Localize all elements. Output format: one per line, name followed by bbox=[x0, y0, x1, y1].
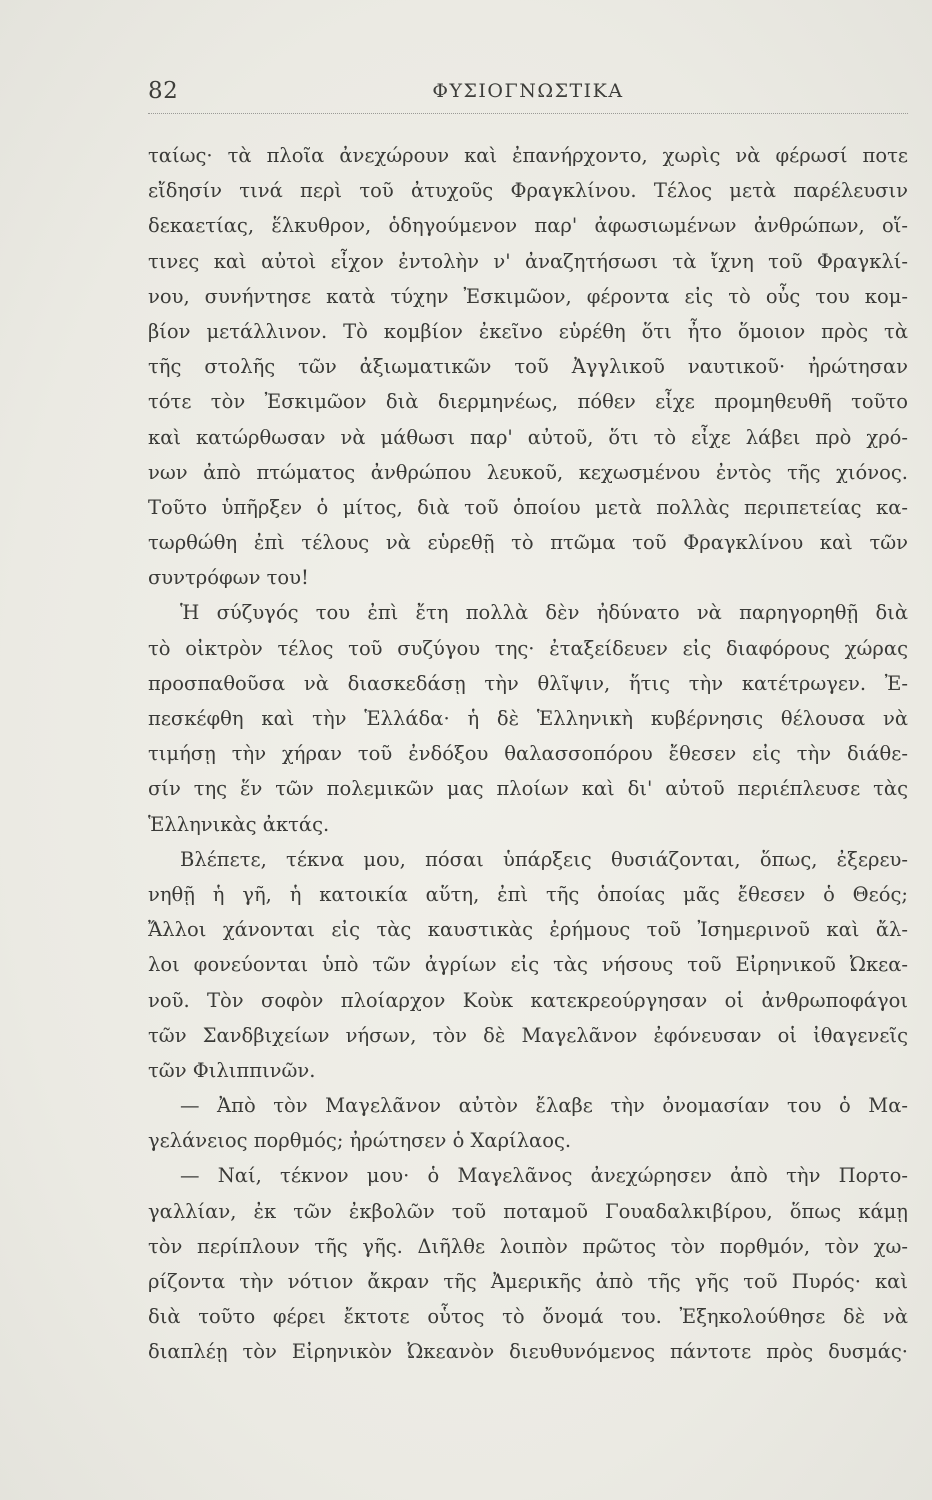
text-line: τῶν Φιλιππινῶν. bbox=[148, 1058, 316, 1082]
text-line: βίον μετάλλινον. Τὸ κομβίον ἐκεῖνο εὑρέθη ὅτι ἦτο ὅμοιον πρὸς τὰ bbox=[148, 319, 908, 343]
text-line: νου, συνήντησε κατὰ τύχην Ἐσκιμῶον, φέροντα εἰς τὸ οὖς του κομ- bbox=[148, 284, 908, 308]
page-number: 82 bbox=[148, 78, 179, 104]
text-line: τιμήσῃ τὴν χήραν τοῦ ἐνδόξου θαλασσοπόρου ἔθεσεν εἰς τὴν διάθε- bbox=[148, 742, 908, 766]
text-line: σίν της ἕν τῶν πολεμικῶν μας πλοίων καὶ δι' αὐτοῦ περιέπλευσε τὰς bbox=[148, 777, 908, 801]
text-line: συντρόφων του! bbox=[148, 566, 309, 590]
text-line: καὶ κατώρθωσαν νὰ μάθωσι παρ' αὐτοῦ, ὅτι τὸ εἶχε λάβει πρὸ χρό- bbox=[148, 425, 908, 449]
text-line: νων ἀπὸ πτώματος ἀνθρώπου λευκοῦ, κεχωσμένου ἐντὸς τῆς χιόνος. bbox=[148, 460, 908, 484]
body-text bbox=[148, 138, 908, 1370]
text-line: εἴδησίν τινά περὶ τοῦ ἀτυχοῦς Φραγκλίνου. Τέλος μετὰ παρέλευσιν bbox=[148, 179, 908, 203]
text-line: ρίζοντα τὴν νότιον ἄκραν τῆς Ἀμερικῆς ἀπὸ τῆς γῆς τοῦ Πυρός· καὶ bbox=[148, 1270, 908, 1293]
text-line: δεκαετίας, ἕλκυθρον, ὁδηγούμενον παρ' ἀφωσιωμένων ἀνθρώπων, οἵ- bbox=[148, 214, 908, 238]
text-line: τωρθώθη ἐπὶ τέλους νὰ εὑρεθῇ τὸ πτῶμα τοῦ Φραγκλίνου καὶ τῶν bbox=[148, 531, 908, 555]
text-line: γαλλίαν, ἐκ τῶν ἐκβολῶν τοῦ ποταμοῦ Γουαδαλκιβίρου, ὅπως κάμῃ bbox=[148, 1199, 908, 1223]
text-line: ταίως· τὰ πλοῖα ἀνεχώρουν καὶ ἐπανήρχοντο, χωρὶς νὰ φέρωσί ποτε bbox=[148, 144, 908, 167]
text-line: λοι φονεύονται ὑπὸ τῶν ἀγρίων εἰς τὰς νήσους τοῦ Εἰρηνικοῦ Ὠκεα- bbox=[148, 953, 908, 977]
text-line: — Ἀπὸ τὸν Μαγελᾶνον αὐτὸν ἔλαβε τὴν ὀνομασίαν του ὁ Μα- bbox=[180, 1094, 908, 1118]
text-line: τῶν Σανδβιχείων νήσων, τὸν δὲ Μαγελᾶνον ἐφόνευσαν οἱ ἰθαγενεῖς bbox=[148, 1023, 908, 1047]
text-line: γελάνειος πορθμός; ἠρώτησεν ὁ Χαρίλαος. bbox=[148, 1129, 572, 1153]
text-line: τὸν περίπλουν τῆς γῆς. Διῆλθε λοιπὸν πρῶτος τὸν πορθμόν, τὸν χω- bbox=[148, 1234, 908, 1258]
text-line: Βλέπετε, τέκνα μου, πόσαι ὑπάρξεις θυσιάζονται, ὅπως, ἐξερευ- bbox=[180, 847, 908, 871]
text-line: νηθῇ ἡ γῆ, ἡ κατοικία αὕτη, ἐπὶ τῆς ὁποίας μᾶς ἔθεσεν ὁ Θεός; bbox=[148, 882, 908, 906]
text-line: διὰ τοῦτο φέρει ἔκτοτε οὗτος τὸ ὄνομά του. Ἐξηκολούθησε δὲ νὰ bbox=[148, 1305, 908, 1329]
text-line: προσπαθοῦσα νὰ διασκεδάσῃ τὴν θλῖψιν, ἥτις τὴν κατέτρωγεν. Ἐ- bbox=[148, 671, 908, 695]
text-line: πεσκέφθη καὶ τὴν Ἑλλάδα· ἡ δὲ Ἑλληνικὴ κυβέρνησις θέλουσα νὰ bbox=[148, 707, 908, 730]
page-header bbox=[148, 78, 908, 112]
text-line: διαπλέῃ τὸν Εἰρηνικὸν Ὠκεανὸν διευθυνόμενος πάντοτε πρὸς δυσμάς· bbox=[148, 1340, 908, 1364]
text-line: Ἄλλοι χάνονται εἰς τὰς καυστικὰς ἐρήμους τοῦ Ἰσημερινοῦ καὶ ἄλ- bbox=[148, 918, 908, 942]
text-line: νοῦ. Τὸν σοφὸν πλοίαρχον Κοὺκ κατεκρεούργησαν οἱ ἀνθρωποφάγοι bbox=[148, 988, 908, 1012]
header-rule bbox=[148, 113, 908, 114]
text-line: τὸ οἰκτρὸν τέλος τοῦ συζύγου της· ἐταξείδευεν εἰς διαφόρους χώρας bbox=[148, 636, 908, 660]
text-line: Ἑλληνικὰς ἀκτάς. bbox=[148, 812, 330, 836]
text-line: τινες καὶ αὐτοὶ εἶχον ἐντολὴν ν' ἀναζητήσωσι τὰ ἴχνη τοῦ Φραγκλί- bbox=[148, 249, 908, 273]
text-line: Ἡ σύζυγός του ἐπὶ ἔτη πολλὰ δὲν ἠδύνατο νὰ παρηγορηθῇ διὰ bbox=[180, 601, 908, 625]
text-line: Τοῦτο ὑπῆρξεν ὁ μίτος, διὰ τοῦ ὁποίου μετὰ πολλὰς περιπετείας κα- bbox=[148, 495, 908, 519]
running-title: ΦΥΣΙΟΓΝΩΣΤΙΚΑ bbox=[432, 80, 624, 102]
text-line: τῆς στολῆς τῶν ἀξιωματικῶν τοῦ Ἀγγλικοῦ ναυτικοῦ· ἠρώτησαν bbox=[148, 355, 908, 379]
text-line: τότε τὸν Ἐσκιμῶον διὰ διερμηνέως, πόθεν εἶχε προμηθευθῆ τοῦτο bbox=[148, 390, 908, 414]
text-line: — Ναί, τέκνον μου· ὁ Μαγελᾶνος ἀνεχώρησεν ἀπὸ τὴν Πορτο- bbox=[180, 1164, 908, 1188]
